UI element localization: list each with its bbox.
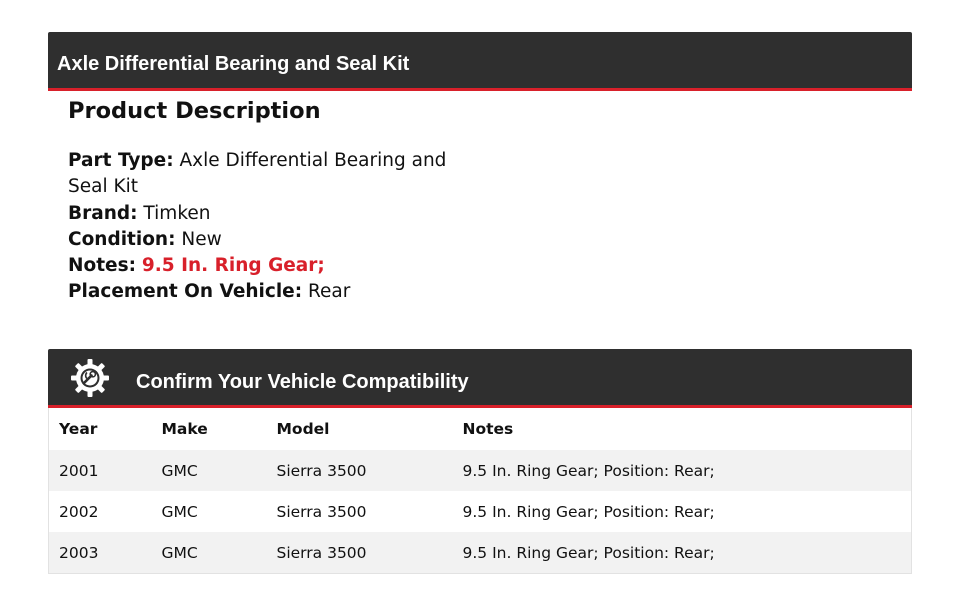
spec-part-type [68, 148, 468, 201]
cell-model: Sierra 3500 [276, 461, 367, 480]
spec-condition [68, 227, 468, 253]
spec-value: Timken [143, 202, 211, 224]
spec-label: Placement On Vehicle: [68, 281, 303, 303]
spec-notes [68, 253, 468, 279]
spec-label: Brand: [68, 202, 138, 224]
column-header-make: Make [161, 420, 208, 438]
cell-make: GMC [161, 543, 198, 562]
spec-list [68, 148, 468, 306]
column-header-notes: Notes [462, 420, 514, 438]
spec-value: New [181, 228, 222, 250]
cell-notes: 9.5 In. Ring Gear; Position: Rear; [462, 461, 715, 480]
spec-value: Rear [308, 281, 351, 303]
cell-notes: 9.5 In. Ring Gear; Position: Rear; [462, 502, 715, 521]
table-row [49, 532, 912, 574]
spec-label: Condition: [68, 228, 176, 250]
cell-year: 2002 [59, 502, 99, 521]
cell-notes: 9.5 In. Ring Gear; Position: Rear; [462, 543, 715, 562]
gear-wrench-icon [69, 357, 111, 399]
compatibility-banner [48, 349, 912, 408]
table-row [49, 450, 912, 491]
description-heading: Product Description [68, 98, 321, 124]
column-header-model: Model [276, 420, 330, 438]
cell-make: GMC [161, 502, 198, 521]
spec-brand [68, 201, 468, 227]
product-title: Axle Differential Bearing and Seal Kit [57, 53, 410, 75]
cell-model: Sierra 3500 [276, 543, 367, 562]
table-row [49, 491, 912, 532]
spec-value: Axle Differential Bearing and Seal Kit [68, 150, 447, 198]
spec-label: Notes: [68, 255, 136, 277]
cell-make: GMC [161, 461, 198, 480]
spec-label: Part Type: [68, 150, 174, 171]
cell-year: 2003 [59, 543, 99, 562]
spec-value-highlight: 9.5 In. Ring Gear; [141, 255, 325, 277]
compatibility-title: Confirm Your Vehicle Compatibility [136, 371, 469, 393]
table-header-row [49, 408, 912, 450]
spec-placement [68, 279, 468, 305]
product-description [68, 96, 468, 306]
cell-year: 2001 [59, 461, 99, 480]
product-title-banner [48, 32, 912, 91]
compatibility-table [48, 408, 912, 574]
cell-model: Sierra 3500 [276, 502, 367, 521]
column-header-year: Year [59, 420, 98, 438]
